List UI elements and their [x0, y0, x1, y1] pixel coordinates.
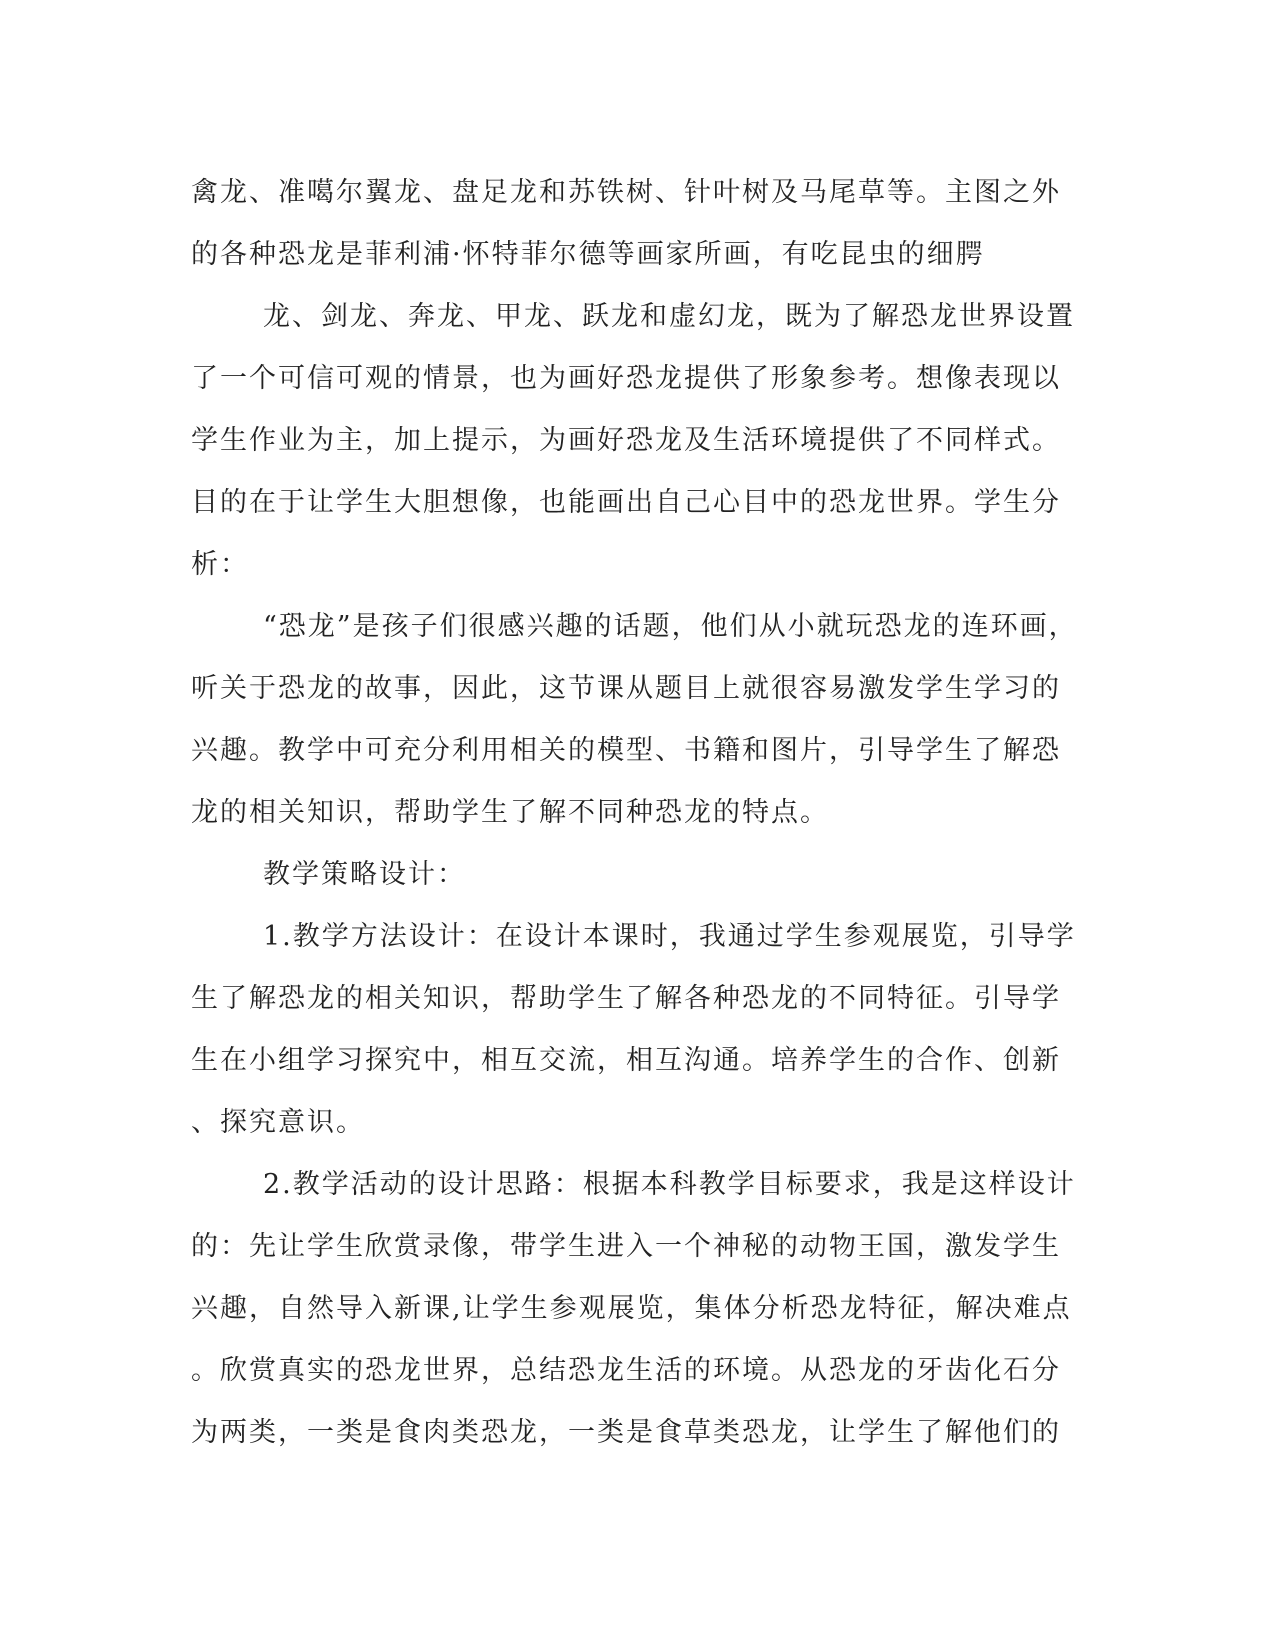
text-line-1: 禽龙、准噶尔翼龙、盘足龙和苏铁树、针叶树及马尾草等。主图之外	[191, 177, 1061, 208]
document-body	[191, 162, 1081, 1464]
text-line-6: 目的在于让学生大胆想像，也能画出自己心目中的恐龙世界。学生分	[191, 487, 1061, 518]
text-line-3: 龙、剑龙、奔龙、甲龙、跃龙和虚幻龙，既为了解恐龙世界设置	[263, 301, 1075, 332]
text-line-2: 的各种恐龙是菲利浦·怀特菲尔德等画家所画，有吃昆虫的细腭	[191, 239, 985, 270]
text-line-20: 。欣赏真实的恐龙世界，总结恐龙生活的环境。从恐龙的牙齿化石分	[191, 1355, 1061, 1386]
text-line-9: 听关于恐龙的故事，因此，这节课从题目上就很容易激发学生学习的	[191, 673, 1061, 704]
text-line-17: 2.教学活动的设计思路：根据本科教学目标要求，我是这样设计	[263, 1169, 1076, 1200]
text-line-19: 兴趣，自然导入新课,让学生参观展览，集体分析恐龙特征，解决难点	[191, 1293, 1072, 1324]
text-line-21: 为两类，一类是食肉类恐龙，一类是食草类恐龙，让学生了解他们的	[191, 1417, 1061, 1448]
text-line-8: “恐龙”是孩子们很感兴趣的话题，他们从小就玩恐龙的连环画，	[263, 611, 1078, 642]
text-line-10: 兴趣。教学中可充分利用相关的模型、书籍和图片，引导学生了解恐	[191, 735, 1061, 766]
text-line-13: 1.教学方法设计：在设计本课时，我通过学生参观展览，引导学	[263, 921, 1076, 952]
text-line-11: 龙的相关知识，帮助学生了解不同种恐龙的特点。	[191, 797, 829, 828]
text-line-14: 生了解恐龙的相关知识，帮助学生了解各种恐龙的不同特征。引导学	[191, 983, 1061, 1014]
text-line-4: 了一个可信可观的情景，也为画好恐龙提供了形象参考。想像表现以	[191, 363, 1061, 394]
text-line-7: 析：	[191, 549, 249, 580]
text-line-5: 学生作业为主，加上提示，为画好恐龙及生活环境提供了不同样式。	[191, 425, 1061, 456]
text-line-18: 的：先让学生欣赏录像，带学生进入一个神秘的动物王国，激发学生	[191, 1231, 1061, 1262]
text-line-15: 生在小组学习探究中，相互交流，相互沟通。培养学生的合作、创新	[191, 1045, 1061, 1076]
text-line-16: 、探究意识。	[191, 1107, 365, 1138]
section-heading-teaching-strategy: 教学策略设计：	[263, 859, 466, 890]
